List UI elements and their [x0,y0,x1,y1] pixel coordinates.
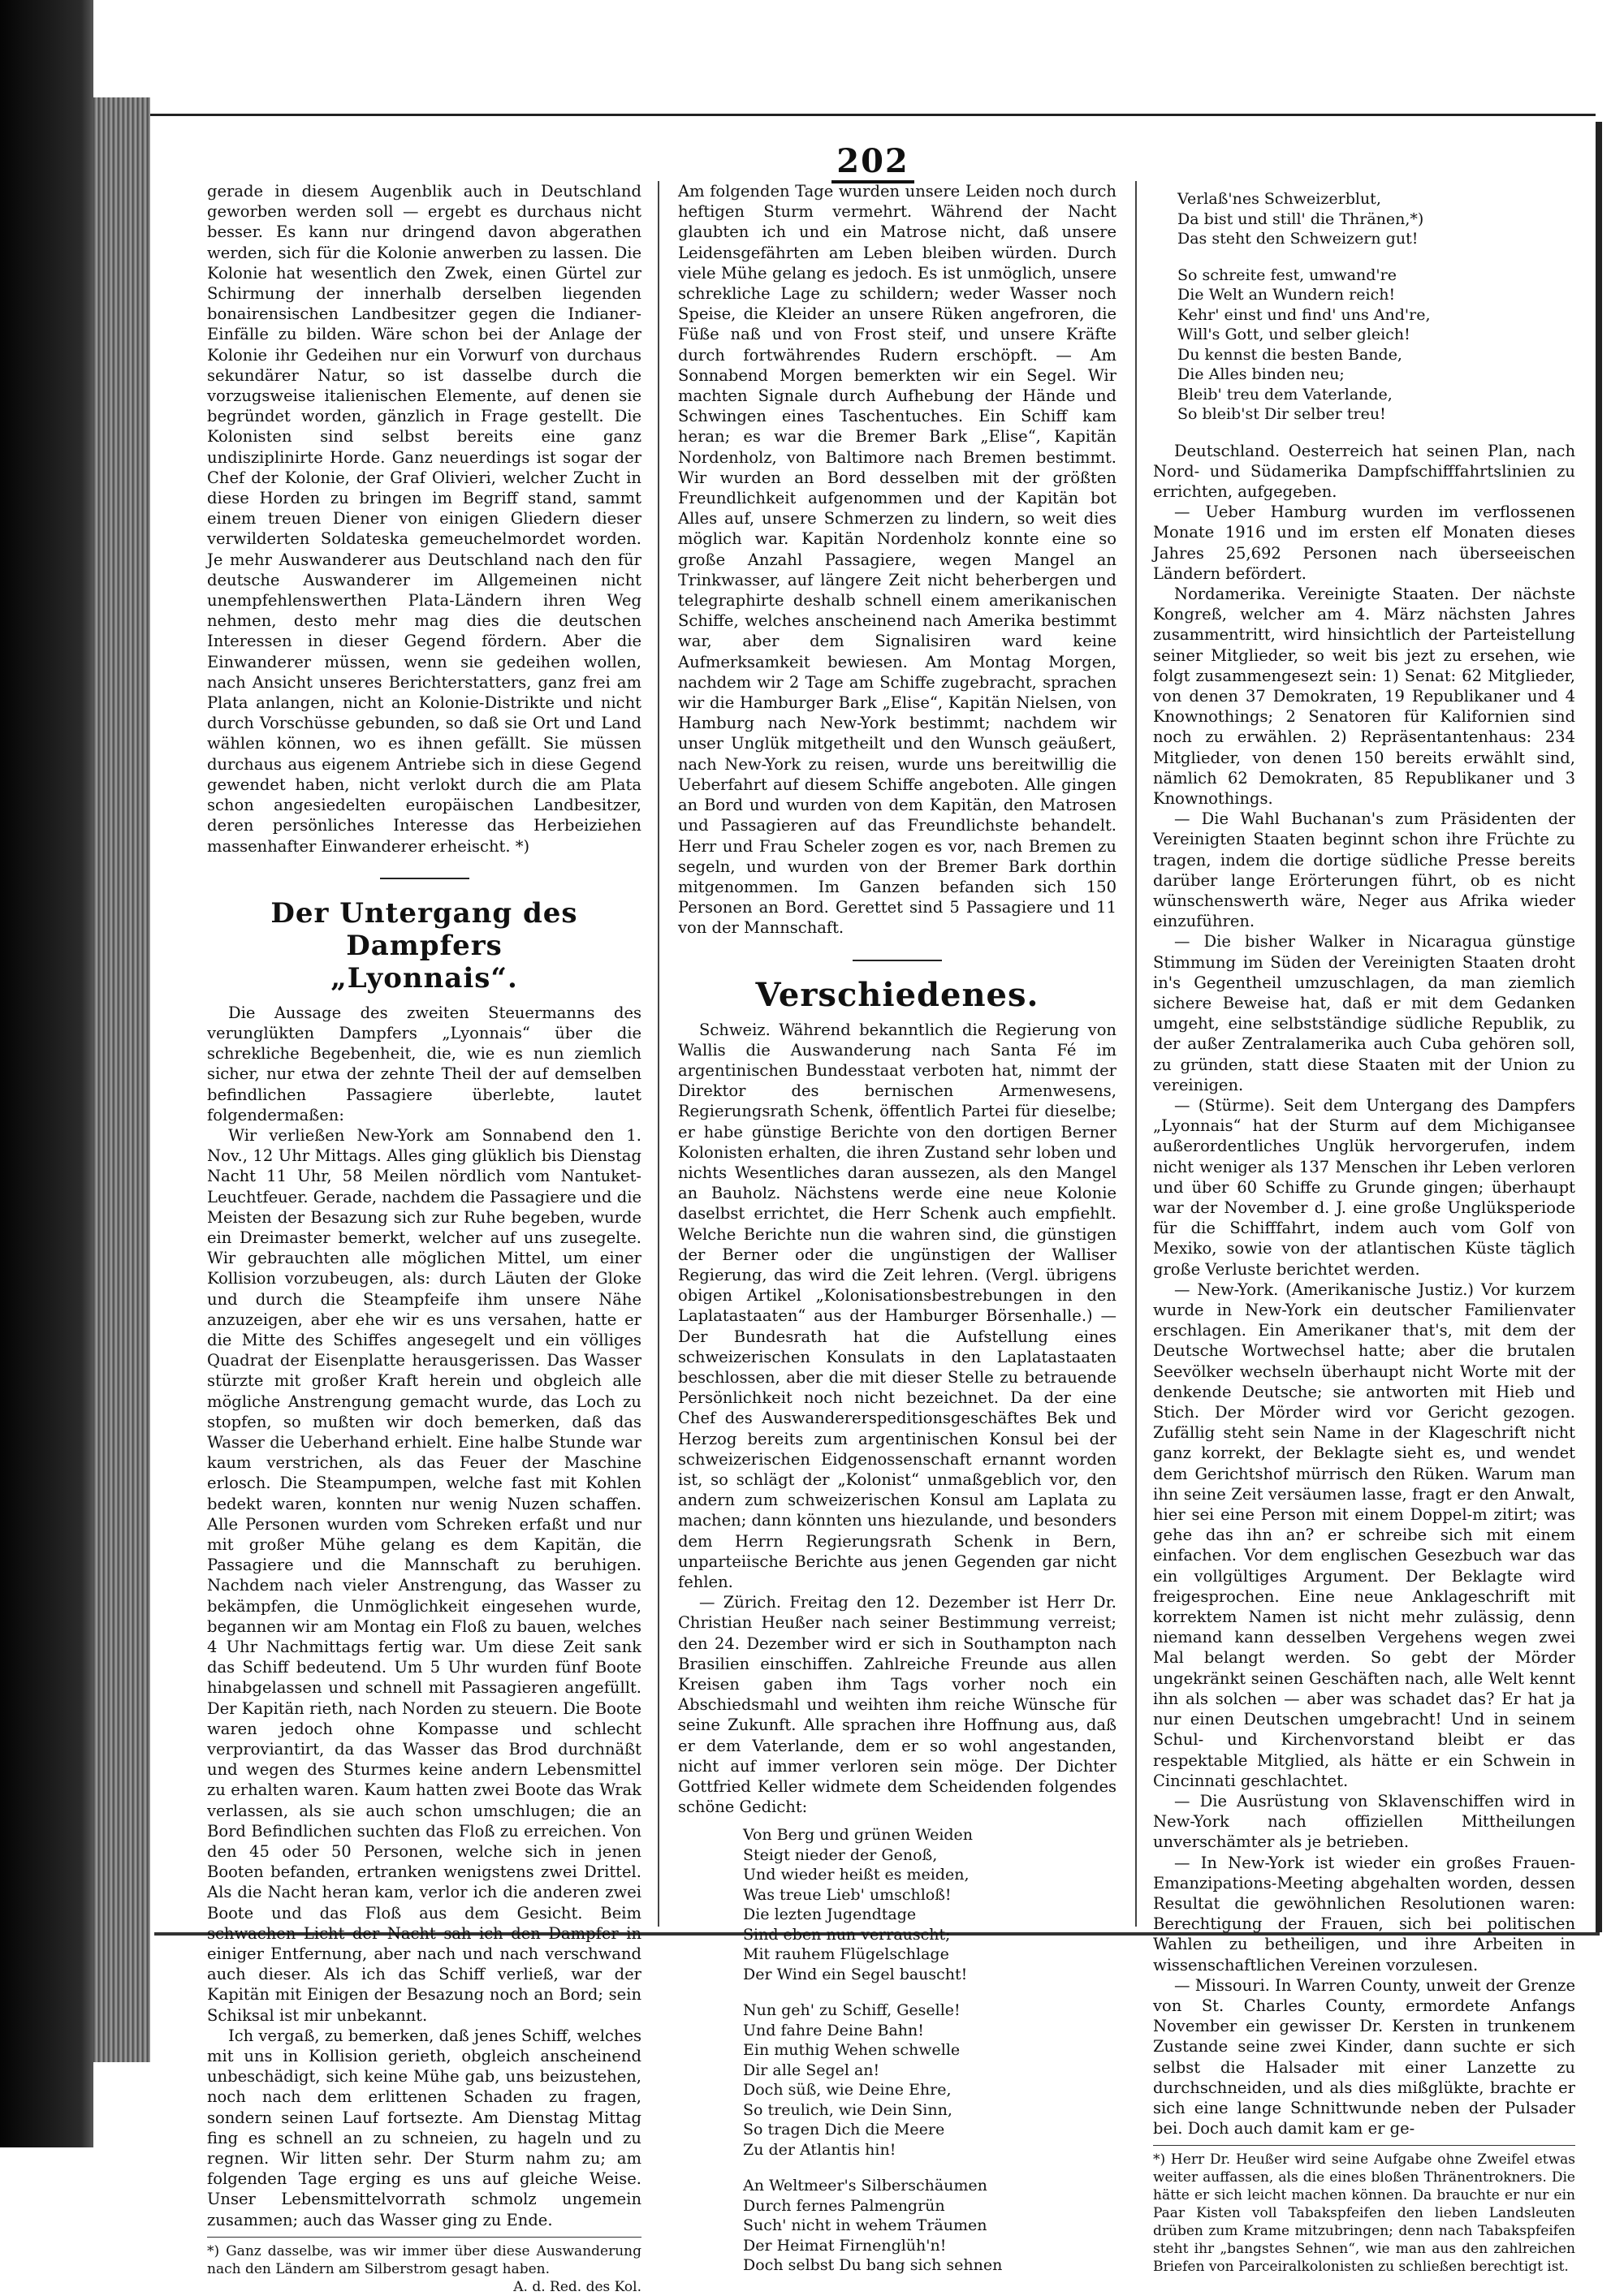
newspaper-page [150,114,1596,2295]
lyonnais-continuation: Am folgenden Tage wurden unsere Leiden noch durch heftigen Sturm vermehrt. Während der Nacht glaubten ich und ein Matrose nicht, daß unsere Leidensgefährten am Leben bleiben würden. Durch viele Mühe gelang es jedoch. Es ist unmöglich, unsere schrekliche Lage zu schildern; weder Wasser noch Speise, die Kleider an unsere Rüken angefroren, die Füße naß und von Frost steif, und unsere Kräfte durch fortwährendes Rudern erschöpft. — Am Sonnabend Morgen bemerkten wir ein Segel. Wir machten Signale durch Aufhebung der Hände und Schwingen eines Taschentuches. Ein Schiff kam heran; es war die Bremer Bark „Elise“, Kapitän Nordenholz, von Baltimore nach Bremen bestimmt. Wir wurden an Bord desselben mit der größten Freundlichkeit aufgenommen und der Kapitän bot Alles auf, unsere Schmerzen zu lindern, so weit dies möglich war. Kapitän Nordenholz konnte eine so große Anzahl Passagiere, wegen Mangel an Trinkwasser, auf längere Zeit nicht beherbergen und telegraphirte deshalb schnell einem amerikanischen Schiffe, welches anscheinend nach Amerika bestimmt war, aber dem Signalisiren ward keine Aufmerksamkeit bewiesen. Am Montag Morgen, nachdem wir 2 Tage am Schiffe zugebracht, sprachen wir die Hamburger Bark „Elise“, Kapitän Nielsen, von Hamburg nach New-York bestimmt; nachdem wir unser Unglük mitgetheilt und den Wunsch geäußert, nach New-York zu reisen, wurde uns bereitwillig die Ueberfahrt auf diesem Schiffe angeboten. Alle gingen an Bord und wurden von dem Kapitän, den Matrosen und Passagieren auf das Freundlichste behandelt. Herr und Frau Scheler zogen es vor, nach Bremen zu segeln, und wurden von der Bremer Bark dorthin mitgenommen. Im Ganzen befanden sich 150 Personen an Bord. Gerettet sind 5 Passagiere und 11 von der Mannschaft. [678,182,1116,938]
column-1 [207,181,642,2295]
poem-line: Verlaß'nes Schweizerblut, [1177,190,1381,208]
lyonnais-intro: Die Aussage des zweiten Steuermanns des verunglükten Dampfers „Lyonnais“ über die schrekliche Begebenheit, die, wie es nun ziemlich sicher, nur etwa der zehnte Theil der auf demselben befindlichen Passagiere überlebte, lautet folgendermaßen: [207,1003,641,1124]
news-new-york-justiz: — New-York. (Amerikanische Justiz.) Vor kurzem wurde in New-York ein deutscher Familienvater erschlagen. Ein Amerikaner that's, mit dem der Deutsche Wortwechsel hatte; aber die brutalen Seevölker wechseln überhaupt nicht Worte mit der denkende Deutsche; sie antworten mit Hieb und Stich. Der Mörder wird vor Gericht gezogen. Zufällig steht sein Name in der Klageschrift nicht ganz korrekt, der Beklagte sieht es, und wendet dem Gerichtshof mürrisch den Rüken. Warum man ihn seine Zeit versäumen lasse, fragt er den Anwalt, hier sei eine Person mit einem Doppel-m zitirt; was gehe das ihn an? er schreibe sich mit einem einfachen. Vor dem englischen Gesezbuch war das ein vollgültiges Argument. Der Beklagte wird freigesprochen. Eine neue Anklageschrift mit korrektem Namen ist nicht mehr zulässig, denn niemand kann desselben Vergehens wegen zwei Mal belangt werden. So gebt der Mörder ungekränkt seinen Geschäften nach, alle Welt kennt ihn als solchen — aber was schadet das? Er hat ja nur einen Deutschen umgebracht! Und in seinem Schul- und Kirchenvorstand bleibt er das respektable Mitglied, als hätte er ein Schwein in Cincinnati geschlachtet. [1153,1280,1575,1790]
poem-line: Will's Gott, und selber gleich! [1177,326,1410,343]
section-heading-verschiedenes: Verschiedenes. [755,975,1039,1014]
page-number [150,142,1596,180]
poem-line: So treulich, wie Dein Sinn, [743,2100,952,2119]
news-walker: — Die bisher Walker in Nicaragua günstige Stimmung im Süden der Vereinigten Staaten droht in's Gegentheil umzuschlagen, da man ziemlich sichere Beweise hat, daß er mit dem Gedanken umgeht, eine selbstständige südliche Republik, zu der außer Zentralamerika auch Cuba gehören soll, zu gründen, statt diese Staaten mit der Union zu vereinigen. [1153,932,1575,1094]
poem-line: Und fahre Deine Bahn! [743,2021,924,2039]
footnote-col1 [207,2237,641,2296]
poem-line: So tragen Dich die Meere [743,2121,945,2139]
poem-line: Der Wind ein Segel bauscht! [743,1965,968,1983]
poem-line: Ein muthig Wehen schwelle [743,2041,961,2060]
poem-line: Zu der Atlantis hin! [743,2140,896,2159]
poem-line: Das steht den Schweizern gut! [1177,230,1419,248]
poem-line: An Weltmeer's Silberschäumen [743,2177,987,2195]
poem-stanza [743,1825,1116,1984]
poem-line: Bleib' treu dem Vaterlande, [1177,385,1393,404]
poem-line: Die lezten Jugendtage [743,1905,917,1924]
news-sklavenschiffe: — Die Ausrüstung von Sklavenschiffen wird in New-York nach offiziellen Mittheilungen unverschämter als je betrieben. [1153,1791,1575,1852]
column-rule-1 [658,181,659,1927]
news-nordamerika: Nordamerika. Vereinigte Staaten. Der nächste Kongreß, welcher am 4. März nächsten Jahres zusammentritt, wird hinsichtlich der Parteistellung seiner Mitglieder, so weit bis jezt zu ersehen, wie folgt zusammengesezt sein: 1) Senat: 62 Mitglieder, von denen 37 Demokraten, 19 Republikaner und 4 Knownothings; 2 Senatoren für Kalifornien sind noch zu erwählen. 2) Repräsentantenhaus: 234 Mitglieder, von denen 150 bereits erwählt sind, nämlich 62 Demokraten, 85 Republikaner und 3 Knownothings. [1153,584,1575,808]
page-fold-edges [93,97,150,2062]
poem-line: Doch selbst Du bang sich sehnen [743,2256,1003,2275]
poem-line: Der Heimat Firnenglüh'n! [743,2236,947,2255]
poem-line: Und wieder heißt es meiden, [743,1866,970,1884]
column-2 [678,181,1116,2275]
article-continuation: gerade in diesem Augenblik auch in Deutschland geworben werden soll — ergebt es durchaus nicht besser. Es kann nur dringend davon abgerathen werden, sich für die Kolonie anwerben zu lassen. Die Kolonie hat wesentlich den Zwek, einen Gürtel zur Schirmung der innerhalb derselben liegenden bonairensischen Landbesitzer gegen die Indianer-Einfälle zu bilden. Wäre schon bei der Anlage der Kolonie ihr Gedeihen nur ein Vorwurf von durchaus sekundärer Natur, so ist dasselbe durch die vorzugsweise italienischen Elemente, auf denen sie begründet worden, gänzlich in Frage gestellt. Die Kolonisten sind selbst bereits eine ganz undisziplinirte Horde. Ganz neuerdings ist sogar der Chef der Kolonie, der Graf Olivieri, welcher Zucht in diese Horden zu bringen im Begriff stand, sammt einem treuen Diener von einigen Gliedern dieser verwilderten Soldateska gemeuchelmordet worden. Je mehr Auswanderer aus Deutschland nach den für deutsche Auswanderer im Allgemeinen nicht unempfehlenswerthen Plata-Ländern ihren Weg nehmen, desto mehr mag dies die deutschen Interessen in dieser Gegend fördern. Aber die Einwanderer müssen, wenn sie gedeihen wollen, nach Ansicht unseres Berichterstatters, ganz frei am Plata anlangen, nicht an Kolonie-Distrikte und nicht durch Vorschüsse gebunden, so daß sie Ort und Land wählen können, wo es ihnen gefällt. Sie müssen durchaus aus eigenem Antriebe sich in diese Gegend gewendet haben, nicht verlokt durch die am Plata schon angesiedelten europäischen Landbesitzer, deren persönliches Interesse das Herbeiziehen massenhafter Einwanderer erheischt. *) [207,182,641,856]
poem-line: Steigt nieder der Genoß, [743,1845,938,1864]
poem-stanza [743,2000,1116,2160]
separator [853,960,942,961]
poem-line: Da bist und still' die Thränen,*) [1177,209,1424,228]
poem-line: Kehr' einst und find' uns And're, [1177,305,1431,324]
news-deutschland: Deutschland. Oesterreich hat seinen Plan, nach Nord- und Südamerika Dampfschifffahrtslinien zu errichten, aufgegeben. [1153,441,1575,501]
lyonnais-body: Wir verließen New-York am Sonnabend den 1. Nov., 12 Uhr Mittags. Alles ging glüklich bis Dienstag Nacht 11 Uhr, 58 Meilen nördlich vom Nantuket-Leuchtfeuer. Gerade, nachdem die Passagiere und die Meisten der Besazung sich zur Ruhe begeben, wurde ein Dreimaster bemerkt, welcher auf uns zusegelte. Wir gebrauchten alle möglichen Mittel, um einer Kollision vorzubeugen, als: durch Läuten der Gloke und durch die Steampfeife ihm unsere Nähe anzuzeigen, aber ehe wir es uns versahen, hatte er die Mitte des Schiffes angesegelt und ein völliges Quadrat der Eisenplatte herausgerissen. Das Wasser stürzte mit großer Kraft herein und obgleich alle mögliche Anstrengung gemacht wurde, das Loch zu stopfen, so mußten wir doch bemerken, daß das Wasser die Ueberhand erhielt. Eine halbe Stunde war kaum verstrichen, als das Feuer der Maschine erlosch. Die Steampumpen, welche fast mit Kohlen bedekt waren, konnten nur wenig Nuzen schaffen. Alle Personen wurden vom Schreken erfaßt und nur mit großer Mühe gelang es dem Kapitän, die Passagiere und die Mannschaft zu beruhigen. Nachdem nach vieler Anstrengung, das Wasser zu bekämpfen, die Unmöglichkeit eingesehen wurde, begannen wir am Montag ein Floß zu bauen, welches 4 Uhr Nachmittags fertig war. Um diese Zeit sank das Schiff bedeutend. Um 5 Uhr wurden fünf Boote hinabgelassen und schnell mit Passagieren angefüllt. Der Kapitän rieth, nach Norden zu steuern. Die Boote waren jedoch ohne Kompasse und schlecht verproviantirt, da das Wasser das Brod durchnäßt und wegen des Sturmes keine andern Lebensmittel zu erhalten waren. Kaum hatten zwei Boote das Wrak verlassen, als sie auch schon umschlugen; die an Bord Befindlichen suchten das Floß zu erreichen. Von den 45 oder 50 Personen, welche sich in jenen Booten befanden, ertranken wenigstens zwei Drittel. Als die Nacht heran kam, verlor ich die anderen zwei Boote und das Floß aus dem Gesicht. Beim schwachen Licht der Nacht sah ich den Dampfer in einiger Entfernung, aber nach und nach verschwand auch dieser. Als ich das Schiff verließ, war der Kapitän mit Einigen der Besazung noch an Bord; sein Schiksal ist mir unbekannt. [207,1125,642,2025]
news-hamburg: — Ueber Hamburg wurden im verflossenen Monate 1916 und im ersten elf Monaten dieses Jahres 25,692 Personen nach überseeischen Ländern befördert. [1153,503,1575,583]
footnote-col3: *) Herr Dr. Heußer wird seine Aufgabe ohne Zweifel etwas weiter auffassen, als die eines bloßen Thränentrokners. Die hätte er sich leicht machen können. Da brauchte er nur ein Paar Kisten voll Tabakspfeifen den lieben Landsleuten drüben zum Krame mitzubringen; denn nach Tabakspfeifen steht ihr „bangstes Sehnen“, wie man aus den zahlreichen Briefen von Parceiralkolonisten zu schließen berechtigt ist. [1153,2145,1575,2276]
poem-line: Such' nicht in wehem Träumen [743,2216,987,2235]
poem-line: So schreite fest, umwand're [1177,265,1397,284]
poem-line: Mit rauhem Flügelschlage [743,1945,949,1964]
separator [380,878,469,879]
poem-line: Doch süß, wie Deine Ehre, [743,2081,952,2100]
poem-line: Nun geh' zu Schiff, Geselle! [743,2001,961,2020]
scan-dark-border [0,0,93,2147]
poem-line: So bleib'st Dir selber treu! [1177,405,1386,423]
news-stuerme: — (Stürme). Seit dem Untergang des Dampfers „Lyonnais“ hat der Sturm auf dem Michigansee außerordentliches Unglük hervorgerufen, indem nicht weniger als 137 Menschen ihr Leben verloren und über 60 Schiffe zu Grunde gingen; überhaupt war der November d. J. eine große Unglüksperiode für die Schifffahrt, indem auch vom Golf von Mexiko, sowie von der atlantischen Küste täglich große Verluste berichtet werden. [1153,1096,1575,1279]
column-rule-2 [1135,181,1137,1927]
news-frauen-meeting: — In New-York ist wieder ein großes Frauen-Emanzipations-Meeting abgehalten worden, dessen Resultat die gewöhnlichen Resolutionen waren: Berechtigung der Frauen, sich bei politischen Wahlen zu betheiligen, und ihre Arbeiten in wissenschaftlichen Vereinen vorzulesen. [1153,1853,1575,1974]
footnote-text: *) Ganz dasselbe, was wir immer über diese Auswanderung nach den Ländern am Silberstrom gesagt haben. [207,2242,641,2277]
news-schweiz: Schweiz. Während bekanntlich die Regierung von Wallis die Auswanderung nach Santa Fé im argentinischen Bundesstaat verboten hat, nimmt der Direktor des bernischen Armenwesens, Regierungsrath Schenk, öffentlich Partei für dieselbe; er habe günstige Berichte von den dortigen Berner Kolonisten erhalten, die ihren Zustand sehr loben und nichts Wesentliches daran aussezen, als den Mangel an Bauholz. Nächstens werde eine neue Kolonie daselbst errichtet, die Herr Schenk auch empfiehlt. Welche Berichte nun die wahren sind, die günstigen der Berner oder die ungünstigen der Walliser Regierung, das wird die Zeit lehren. (Vergl. übrigens obigen Artikel „Kolonisationsbestrebungen in den Laplatastaaten“ aus der Hamburger Börsenhalle.) — Der Bundesrath hat die Aufstellung eines schweizerischen Konsulats in den Laplatastaaten beschlossen, aber die mit dieser Stelle zu betrauende Persönlichkeit noch nicht bezeichnet. Da der eine Chef des Auswandererspeditionsgeschäftes Bek und Herzog bereits zum argentinischen Konsul bei der schweizerischen Eidgenossenschaft ernannt worden ist, so schlägt der „Kolonist“ unmaßgeblich vor, den andern zum schweizerischen Konsul am Laplata zu machen; dann könnten uns hiezulande, und besonders dem Herrn Regierungsrath Schenk in Bern, unparteiische Berichte aus jenen Gegenden gar nicht fehlen. [678,1020,1116,1591]
news-missouri: — Missouri. In Warren County, unweit der Grenze von St. Charles County, ermordete Anfangs November ein gewisser Dr. Kersten in trunkenem Zustande seine zwei Kinder, dann suchte er sich selbst die Halsader mit einer Lanzette zu durchschneiden, und als dies mißglükte, brachte er sich eine lange Schnittwunde neben der Pulsader bei. Doch auch damit kam er ge- [1153,1975,1575,2138]
poem-line: Du kennst die besten Bande, [1177,345,1402,364]
heading-line-2: „Lyonnais“. [330,961,518,995]
footnote-signature: A. d. Red. des Kol. [513,2278,641,2295]
poem-keller [743,1825,1116,2276]
poem-line: Die Alles binden neu; [1177,365,1345,383]
news-zuerich: — Zürich. Freitag den 12. Dezember ist Herr Dr. Christian Heußer nach seiner Bestimmung verreist; den 24. Dezember wird er sich in Southampton nach Brasilien einschiffen. Zahlreiche Freunde aus allen Kreisen gaben ihm Tags vorher noch ein Abschiedsmahl und weihten ihm reiche Wünsche für seine Zukunft. Alle sprachen ihre Hoffnung aus, daß er dem Vaterlande, dem er so wohl angestanden, nicht auf immer verloren sein möge. Der Dichter Gottfried Keller widmete dem Scheidenden folgendes schöne Gedicht: [678,1593,1116,1817]
page-right-edge [1596,122,1602,1932]
poem-line: Was treue Lieb' umschloß! [743,1885,952,1904]
poem-line: Sind eben nun verrauscht; [743,1925,951,1944]
poem-stanza [1177,189,1575,249]
poem-line: Die Welt an Wundern reich! [1177,286,1396,304]
page-number-text: 202 [831,142,914,183]
poem-line: Von Berg und grünen Weiden [743,1826,974,1845]
poem-stanza [1177,265,1575,425]
lyonnais-body-2: Ich vergaß, zu bemerken, daß jenes Schiff, welches mit uns in Kollision gerieth, obgleich anscheinend unbeschädigt, sich keine Mühe gab, uns beizustehen, noch nach dem erlittenen Schaden zu fragen, sondern seinen Lauf fortsezte. Am Dienstag Mittag fing es schnell an zu schneien, zu hageln und zu regnen. Wir litten sehr. Der Sturm nahm zu; am folgenden Tage erging es uns auf gleiche Weise. Unser Lebensmittelvorrath schmolz ungemein zusammen; auch das Wasser ging zu Ende. [207,2026,641,2229]
column-3 [1153,181,1575,2276]
heading-line-1: Der Untergang des Dampfers [270,896,578,962]
news-buchanan: — Die Wahl Buchanan's zum Präsidenten der Vereinigten Staaten beginnt schon ihre Früchte zu tragen, indem die dortige südliche Presse bereits darüber lange Erörterungen führt, ob es nicht wünschenswerth wäre, Neger aus Afrika wieder einzuführen. [1153,809,1575,931]
poem-stanza [743,2176,1116,2276]
poem-line: Dir alle Segel an! [743,2061,880,2079]
poem-keller-continued [1177,189,1575,425]
poem-line: Durch fernes Palmengrün [743,2196,945,2215]
article-heading-lyonnais [207,897,641,995]
